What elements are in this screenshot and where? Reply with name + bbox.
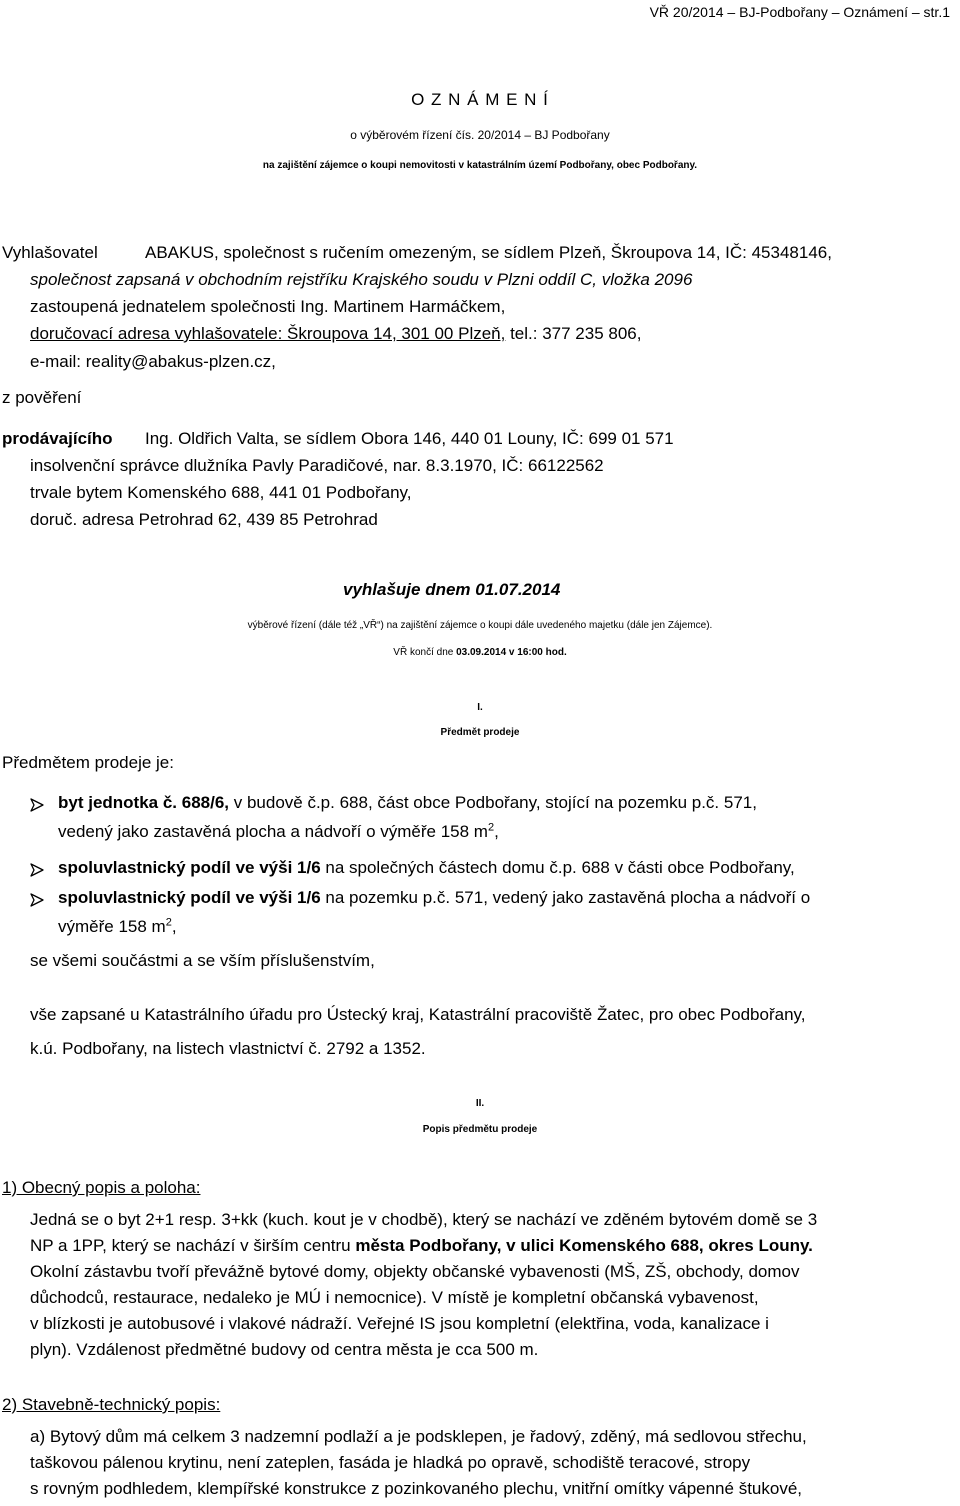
- seller-line-2: insolvenční správce dlužníka Pavly Paradičové, nar. 8.3.1970, IČ: 66122562: [30, 456, 604, 475]
- accessories-line: se všemi součástmi a se vším příslušenstvím,: [30, 951, 375, 970]
- seller-label: prodávajícího: [2, 429, 113, 448]
- tender-description: výběrové řízení (dále též „VŘ“) na zajištění zájemce o koupi dále uvedeného majetku (dále jen Zájemce).: [247, 620, 713, 631]
- general-description-line-2-plain: NP a 1PP, který se nachází v širším centru: [30, 1236, 356, 1255]
- list-item-1-cont-end: ,: [494, 822, 499, 841]
- list-item-1-cont: [58, 822, 499, 842]
- superscript-2: 2: [487, 821, 495, 834]
- document-subtitle: o výběrovém řízení čís. 20/2014 – BJ Podbořany: [350, 128, 610, 142]
- general-description-line-2: [30, 1236, 958, 1256]
- list-item-3: [58, 888, 810, 908]
- seller-line-3: trvale bytem Komenského 688, 441 01 Podbořany,: [30, 483, 412, 502]
- list-item-2: [58, 858, 795, 878]
- tender-end-date: 03.09.2014 v 16:00 hod.: [456, 647, 567, 658]
- mandate-label: z pověření: [2, 388, 82, 407]
- document-title: O Z N Á M E N Í: [411, 90, 549, 109]
- general-description-line-5: v blízkosti je autobusové i vlakové nádraží. Veřejné IS jsou kompletní (elektřina, voda, kanalizace i: [30, 1314, 769, 1333]
- list-item-3-text: na pozemku p.č. 571, vedený jako zastavěná plocha a nádvoří o: [320, 888, 811, 907]
- running-header: VŘ 20/2014 – BJ-Podbořany – Oznámení – str.1: [649, 4, 950, 20]
- list-item-3-cont-end: ,: [171, 917, 177, 936]
- section-1-number: I.: [477, 702, 483, 713]
- technical-description-line-2: taškovou pálenou krytinu, není zateplen, fasáda je hladká po opravě, schodiště teracové, stropy: [30, 1453, 751, 1472]
- section-1-heading: Předmět prodeje: [440, 727, 520, 738]
- list-item-2-text: na společných částech domu č.p. 688 v části obce Podbořany,: [320, 858, 795, 877]
- announcer-email: e-mail: reality@abakus-plzen.cz,: [30, 352, 276, 371]
- seller-line-1: Ing. Oldřich Valta, se sídlem Obora 146, 440 01 Louny, IČ: 699 01 571: [145, 429, 674, 448]
- list-item-1-cont-text: vedený jako zastavěná plocha a nádvoří o výměře 158 m: [58, 822, 488, 841]
- section-1-intro: Předmětem prodeje je:: [2, 753, 174, 772]
- subsection-2-title: 2) Stavebně-technický popis:: [2, 1395, 221, 1414]
- technical-description-line-3: s rovným podhledem, klempířské konstrukce z pozinkovaného plechu, vnitřní omítky vápenné štukové,: [30, 1479, 802, 1498]
- arrow-bullet-icon: [30, 863, 44, 877]
- tender-end: [0, 647, 960, 658]
- document-subject: na zajištění zájemce o koupi nemovitosti v katastrálním území Podbořany, obec Podbořany.: [262, 160, 698, 171]
- announcer-phone: tel.: 377 235 806,: [505, 324, 642, 343]
- section-2-heading: Popis předmětu prodeje: [422, 1124, 538, 1135]
- subsection-1-title: 1) Obecný popis a poloha:: [2, 1178, 201, 1197]
- list-item-3-cont: [58, 917, 177, 937]
- tender-end-label: VŘ končí dne: [393, 647, 457, 658]
- announcement-date: vyhlašuje dnem 01.07.2014: [343, 580, 561, 599]
- list-item-1-bold: byt jednotka č. 688/6,: [58, 793, 230, 812]
- announcer-line-1: ABAKUS, společnost s ručením omezeným, se sídlem Plzeň, Škroupova 14, IČ: 45348146,: [145, 243, 832, 262]
- announcer-line-4: [30, 324, 641, 344]
- seller-line-4: doruč. adresa Petrohrad 62, 439 85 Petrohrad: [30, 510, 378, 529]
- announcer-label: Vyhlašovatel: [2, 243, 98, 262]
- announcer-line-3: zastoupená jednatelem společnosti Ing. Martinem Harmáčkem,: [30, 297, 506, 316]
- list-item-2-bold: spoluvlastnický podíl ve výši 1/6: [58, 858, 321, 877]
- list-item-1-text: v budově č.p. 688, část obce Podbořany, stojící na pozemku p.č. 571,: [229, 793, 757, 812]
- delivery-address: doručovací adresa vyhlašovatele: Škroupova 14, 301 00 Plzeň,: [30, 324, 506, 343]
- general-description-line-3: Okolní zástavbu tvoří převážně bytové domy, objekty občanské vybavenosti (MŠ, ZŠ, obchody, domov: [30, 1262, 800, 1281]
- announcer-line-2: společnost zapsaná v obchodním rejstříku Krajského soudu v Plzni oddíl C, vložka 2096: [30, 270, 693, 289]
- general-description-line-6: plyn). Vzdálenost předmětné budovy od centra města je cca 500 m.: [30, 1340, 539, 1359]
- general-description-location: města Podbořany, v ulici Komenského 688, okres Louny.: [355, 1236, 813, 1255]
- general-description-line-1: Jedná se o byt 2+1 resp. 3+kk (kuch. kout je v chodbě), který se nachází ve zděném bytovém domě se 3: [30, 1210, 818, 1229]
- registry-line-2: k.ú. Podbořany, na listech vlastnictví č. 2792 a 1352.: [30, 1039, 426, 1058]
- section-2-number: II.: [475, 1098, 485, 1109]
- arrow-bullet-icon: [30, 798, 44, 812]
- registry-line-1: vše zapsané u Katastrálního úřadu pro Ústecký kraj, Katastrální pracoviště Žatec, pro obec Podbořany,: [30, 1005, 806, 1024]
- list-item-3-bold: spoluvlastnický podíl ve výši 1/6: [58, 888, 321, 907]
- technical-description-line-1: a) Bytový dům má celkem 3 nadzemní podlaží a je podsklepen, je řadový, zděný, má sedlovou střechu,: [30, 1427, 807, 1446]
- list-item-3-cont-text: výměře 158 m: [58, 917, 166, 936]
- superscript-2: 2: [165, 916, 172, 929]
- general-description-line-4: důchodců, restaurace, nedaleko je MÚ i nemocnice). V místě je kompletní občanská vybavenost,: [30, 1288, 759, 1307]
- list-item-1: [58, 793, 757, 813]
- arrow-bullet-icon: [30, 893, 44, 907]
